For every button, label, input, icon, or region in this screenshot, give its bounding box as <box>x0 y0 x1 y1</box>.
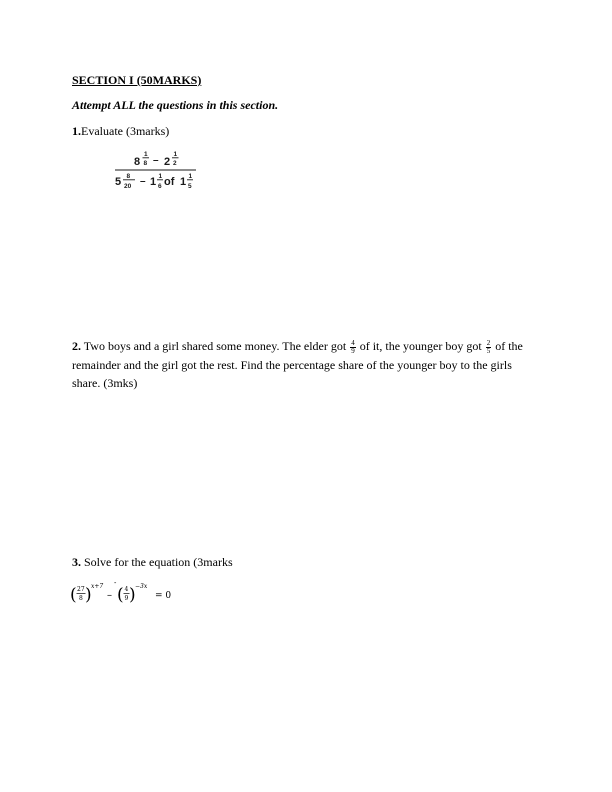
paren-open-2: ( <box>117 585 124 605</box>
question-2-text-1: Two boys and a girl shared some money. The elder got <box>81 339 350 353</box>
eq-frac2-den: 9 <box>124 595 129 602</box>
den-c-whole: 1 <box>180 176 187 188</box>
eq-frac2-num: 4 <box>124 586 129 593</box>
num-op: – <box>153 155 159 166</box>
num-b-num: 1 <box>173 151 178 158</box>
question-2 <box>72 337 542 393</box>
section-title: SECTION I (50MARKS) <box>72 73 202 87</box>
question-2-text-3: of the remainder and the girl got the rest. Find the percentage share of the younger boy to the girls share. (3mks) <box>72 339 523 390</box>
question-3-number: 3. <box>72 555 81 569</box>
eq-rhs: = 0 <box>155 591 172 601</box>
num-b-whole: 2 <box>164 156 171 168</box>
question-2-number: 2. <box>72 339 81 353</box>
paren-open-1: ( <box>70 585 77 605</box>
den-a-num: 8 <box>126 173 131 180</box>
den-b-den: 6 <box>158 183 162 190</box>
section-instruction: Attempt ALL the questions in this section. <box>72 98 279 112</box>
paren-close-1: ) <box>85 585 92 605</box>
fraction-1-numerator: 4 <box>351 338 355 347</box>
den-op: – <box>140 176 146 187</box>
num-a-whole: 8 <box>134 156 141 168</box>
question-1 <box>72 124 169 139</box>
den-b-whole: 1 <box>150 176 157 188</box>
question-2-fraction-1 <box>350 340 356 355</box>
den-c-num: 1 <box>188 173 193 180</box>
question-2-fraction-2 <box>486 340 492 355</box>
question-1-number: 1. <box>72 124 81 138</box>
num-a-num: 1 <box>144 151 148 158</box>
eq-exp2: −3x <box>135 583 148 590</box>
fraction-2-denominator: 5 <box>486 346 491 355</box>
den-a-whole: 5 <box>115 176 122 188</box>
den-a-den: 20 <box>124 183 132 190</box>
question-1-expression <box>112 146 202 198</box>
paren-close-2: ) <box>129 585 136 605</box>
num-a-den: 8 <box>143 160 148 167</box>
eq-exp1: x+7 <box>91 583 104 590</box>
question-2-text-2: of it, the younger boy got <box>356 339 485 353</box>
fraction-2-numerator: 2 <box>486 338 491 347</box>
question-3 <box>72 555 233 570</box>
den-c-den: 5 <box>188 183 192 190</box>
den-of: of <box>164 176 175 188</box>
question-3-equation <box>70 580 210 608</box>
fraction-1-denominator: 9 <box>351 346 355 355</box>
question-3-text: Solve for the equation (3marks <box>81 555 233 569</box>
den-b-num: 1 <box>158 173 163 180</box>
eq-stray-mark: - <box>114 580 117 587</box>
eq-frac1-den: 8 <box>79 595 83 602</box>
num-b-den: 2 <box>173 160 177 167</box>
eq-frac1-num: 27 <box>77 586 85 593</box>
eq-minus: – <box>107 590 112 601</box>
question-1-text: Evaluate (3marks) <box>81 124 170 138</box>
